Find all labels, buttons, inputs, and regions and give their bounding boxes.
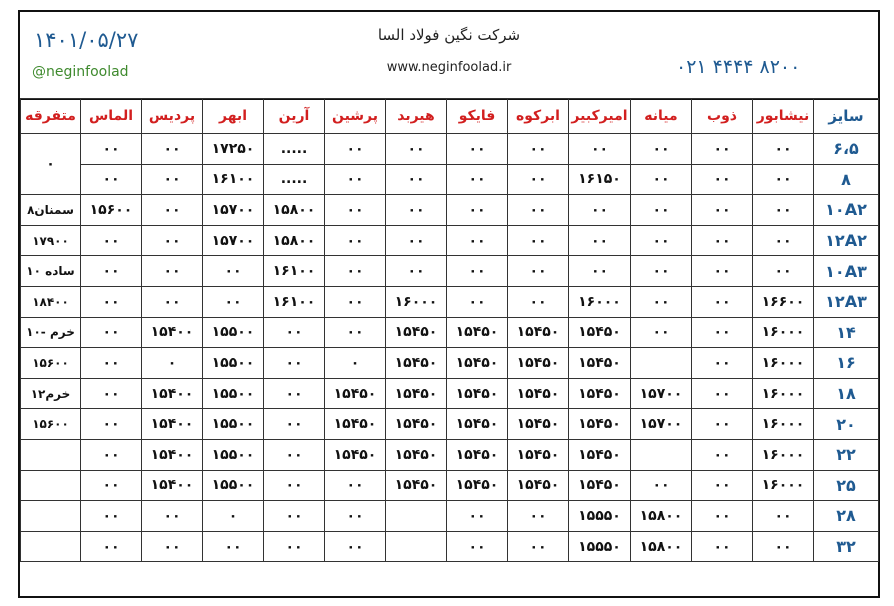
table-row <box>21 225 879 256</box>
price-cell: ۰۰ <box>508 225 569 256</box>
misc-cell <box>21 470 81 501</box>
price-cell: ۱۵۴۰۰ <box>142 470 203 501</box>
price-cell: ۰۰ <box>569 256 631 287</box>
price-cell: ۰۰ <box>692 501 753 532</box>
price-cell: ۰۰ <box>753 225 814 256</box>
price-cell: ۰ <box>142 348 203 379</box>
price-cell: ۰۰ <box>753 501 814 532</box>
price-cell: ۱۵۴۵۰ <box>447 439 508 470</box>
size-cell: ۲۸ <box>814 501 879 532</box>
price-cell: ۰۰ <box>81 164 142 195</box>
price-cell: ۰۰ <box>631 317 692 348</box>
price-cell <box>386 501 447 532</box>
price-cell: ۱۵۴۰۰ <box>142 409 203 440</box>
price-cell: ۰۰ <box>325 256 386 287</box>
price-cell: ۱۵۵۰۰ <box>203 317 264 348</box>
price-cell: ۰۰ <box>631 256 692 287</box>
price-cell: ۱۵۷۰۰ <box>631 378 692 409</box>
price-cell: ۱۵۴۵۰ <box>508 439 569 470</box>
price-cell: ۰۰ <box>81 409 142 440</box>
price-cell: ۱۵۴۵۰ <box>386 317 447 348</box>
price-cell: ۰۰ <box>264 531 325 562</box>
price-cell: ۱۵۴۰۰ <box>142 317 203 348</box>
price-cell: ۰۰ <box>81 470 142 501</box>
misc-cell <box>21 531 81 562</box>
price-cell: ۱۵۴۵۰ <box>386 439 447 470</box>
price-cell: ۱۶۰۰۰ <box>753 317 814 348</box>
size-cell: ۸ <box>814 164 879 195</box>
instagram-handle: @neginfoolad <box>32 64 129 80</box>
price-cell: ..... <box>264 134 325 165</box>
size-cell: ۲۰ <box>814 409 879 440</box>
price-cell: ۱۵۴۵۰ <box>508 470 569 501</box>
price-cell: ۰۰ <box>692 195 753 226</box>
table-row <box>21 317 879 348</box>
price-cell: ۰۰ <box>203 531 264 562</box>
column-header: آرین <box>264 99 325 134</box>
price-cell: ۰۰ <box>631 286 692 317</box>
price-cell: ۰۰ <box>447 195 508 226</box>
column-header: پردیس <box>142 99 203 134</box>
price-cell: ۱۵۷۰۰ <box>203 225 264 256</box>
price-cell: ۱۵۸۰۰ <box>264 195 325 226</box>
price-cell: ۰۰ <box>264 317 325 348</box>
price-cell: ۰۰ <box>142 195 203 226</box>
size-cell: ۳۲ <box>814 531 879 562</box>
price-cell: ۰۰ <box>631 195 692 226</box>
price-cell <box>631 348 692 379</box>
table-row <box>21 409 879 440</box>
table-row <box>21 439 879 470</box>
price-cell: ۰۰ <box>203 256 264 287</box>
price-cell: ۰۰ <box>692 470 753 501</box>
price-cell: ۰۰ <box>447 164 508 195</box>
price-cell: ۰۰ <box>142 501 203 532</box>
price-cell: ۰۰ <box>386 225 447 256</box>
price-cell: ۰۰ <box>325 501 386 532</box>
price-cell: ۰۰ <box>264 348 325 379</box>
size-cell: ۱۲A۲ <box>814 225 879 256</box>
price-cell: ۰۰ <box>508 531 569 562</box>
price-cell: ۰۰ <box>692 348 753 379</box>
price-cell: ۰۰ <box>264 378 325 409</box>
price-cell: ۰۰ <box>569 134 631 165</box>
price-cell: ۱۵۴۵۰ <box>386 470 447 501</box>
price-cell: ۱۵۴۵۰ <box>386 409 447 440</box>
price-cell: ۰۰ <box>447 134 508 165</box>
table-row <box>21 195 879 226</box>
price-cell: ۱۵۴۵۰ <box>386 348 447 379</box>
price-cell: ۱۵۵۰۰ <box>203 378 264 409</box>
price-cell: ۰۰ <box>81 256 142 287</box>
price-cell: ۱۵۴۵۰ <box>569 348 631 379</box>
column-header: ذوب <box>692 99 753 134</box>
price-date: ۱۴۰۱/۰۵/۲۷ <box>34 28 139 52</box>
price-cell: ۰ <box>203 501 264 532</box>
price-cell: ۱۶۰۰۰ <box>753 470 814 501</box>
table-row <box>21 501 879 532</box>
price-cell: ۰۰ <box>508 501 569 532</box>
price-cell: ۱۷۲۵۰ <box>203 134 264 165</box>
price-cell: ۰۰ <box>142 256 203 287</box>
misc-cell: ۱۰ ساده <box>21 256 81 287</box>
price-cell: ۱۵۸۰۰ <box>631 531 692 562</box>
price-cell: ۰۰ <box>386 195 447 226</box>
price-cell: ۰۰ <box>692 286 753 317</box>
price-cell: ۱۵۴۵۰ <box>325 409 386 440</box>
price-cell: ۰۰ <box>81 286 142 317</box>
website-url: www.neginfoolad.ir <box>386 60 512 75</box>
price-cell: ۰۰ <box>692 317 753 348</box>
column-header: الماس <box>81 99 142 134</box>
price-cell: ۱۵۴۵۰ <box>508 409 569 440</box>
price-cell: ۱۵۴۵۰ <box>569 470 631 501</box>
size-cell: ۶،۵ <box>814 134 879 165</box>
price-cell: ۱۵۴۵۰ <box>508 317 569 348</box>
price-cell: ۰۰ <box>508 195 569 226</box>
price-cell: ..... <box>264 164 325 195</box>
column-header: متفرقه <box>21 99 81 134</box>
price-cell: ۰۰ <box>631 134 692 165</box>
price-cell: ۱۶۱۰۰ <box>203 164 264 195</box>
price-cell: ۰۰ <box>264 501 325 532</box>
price-cell: ۰۰ <box>753 134 814 165</box>
price-cell: ۱۵۴۵۰ <box>386 378 447 409</box>
price-cell: ۱۵۷۰۰ <box>203 195 264 226</box>
price-cell: ۱۵۵۰۰ <box>203 348 264 379</box>
misc-cell: ۰ <box>21 134 81 195</box>
price-cell: ۰۰ <box>447 501 508 532</box>
column-header: ابرکوه <box>508 99 569 134</box>
column-header: امیرکبیر <box>569 99 631 134</box>
price-cell: ۰۰ <box>631 164 692 195</box>
price-cell: ۰۰ <box>386 134 447 165</box>
price-cell: ۰۰ <box>81 531 142 562</box>
price-cell: ۰۰ <box>386 256 447 287</box>
table-row <box>21 256 879 287</box>
size-cell: ۱۲A۳ <box>814 286 879 317</box>
table-row <box>21 470 879 501</box>
column-header: پرشین <box>325 99 386 134</box>
price-cell: ۱۵۴۵۰ <box>508 378 569 409</box>
price-cell: ۱۵۴۵۰ <box>508 348 569 379</box>
price-cell: ۱۶۱۰۰ <box>264 286 325 317</box>
price-cell: ۱۵۵۰۰ <box>203 470 264 501</box>
price-sheet <box>18 10 880 598</box>
price-cell: ۱۶۶۰۰ <box>753 286 814 317</box>
price-cell: ۰۰ <box>81 439 142 470</box>
price-cell: ۰۰ <box>692 439 753 470</box>
price-cell: ۱۵۴۵۰ <box>447 348 508 379</box>
price-cell: ۱۵۴۵۰ <box>325 439 386 470</box>
price-cell: ۰۰ <box>692 256 753 287</box>
price-cell: ۰۰ <box>325 531 386 562</box>
misc-cell: ۸سمنان <box>21 195 81 226</box>
price-cell: ۱۵۴۵۰ <box>447 317 508 348</box>
price-cell: ۰۰ <box>692 225 753 256</box>
column-header: نیشابور <box>753 99 814 134</box>
sheet-header <box>20 12 878 100</box>
price-cell: ۰۰ <box>753 195 814 226</box>
price-cell: ۱۵۴۵۰ <box>325 378 386 409</box>
price-cell <box>386 531 447 562</box>
price-cell: ۰۰ <box>325 225 386 256</box>
price-cell: ۰۰ <box>142 286 203 317</box>
price-cell: ۰۰ <box>447 256 508 287</box>
price-cell: ۱۵۴۰۰ <box>142 439 203 470</box>
size-cell: ۱۶ <box>814 348 879 379</box>
column-header: سایز <box>814 99 879 134</box>
price-cell: ۰۰ <box>81 501 142 532</box>
price-cell: ۱۶۰۰۰ <box>386 286 447 317</box>
column-header: فایکو <box>447 99 508 134</box>
price-cell: ۱۶۰۰۰ <box>753 348 814 379</box>
size-cell: ۱۸ <box>814 378 879 409</box>
company-name: شرکت نگین فولاد السا <box>377 26 521 44</box>
price-cell: ۱۵۵۵۰ <box>569 501 631 532</box>
price-cell: ۱۵۴۰۰ <box>142 378 203 409</box>
price-cell: ۰۰ <box>569 195 631 226</box>
price-cell: ۰۰ <box>753 531 814 562</box>
price-cell: ۱۵۴۵۰ <box>447 470 508 501</box>
price-cell: ۱۵۸۰۰ <box>264 225 325 256</box>
misc-cell <box>21 439 81 470</box>
price-cell <box>631 439 692 470</box>
price-cell: ۰ <box>325 348 386 379</box>
price-cell: ۱۵۴۵۰ <box>569 317 631 348</box>
size-cell: ۱۰A۲ <box>814 195 879 226</box>
price-cell: ۱۶۱۵۰ <box>569 164 631 195</box>
price-cell: ۰۰ <box>264 470 325 501</box>
price-cell: ۰۰ <box>447 286 508 317</box>
price-cell: ۱۵۴۵۰ <box>447 378 508 409</box>
price-cell: ۰۰ <box>692 531 753 562</box>
price-cell: ۱۵۶۰۰ <box>81 195 142 226</box>
price-cell: ۰۰ <box>142 164 203 195</box>
price-cell: ۰۰ <box>81 378 142 409</box>
column-header: ابهر <box>203 99 264 134</box>
price-cell: ۰۰ <box>447 531 508 562</box>
price-cell: ۱۵۴۵۰ <box>447 409 508 440</box>
table-row <box>21 134 879 165</box>
header-row <box>21 99 879 134</box>
price-cell: ۰۰ <box>203 286 264 317</box>
price-cell: ۰۰ <box>508 286 569 317</box>
price-cell: ۱۶۰۰۰ <box>753 378 814 409</box>
price-cell: ۰۰ <box>325 195 386 226</box>
price-cell: ۱۵۴۵۰ <box>569 409 631 440</box>
price-cell: ۱۵۴۵۰ <box>569 378 631 409</box>
price-cell: ۰۰ <box>631 225 692 256</box>
price-cell: ۰۰ <box>631 470 692 501</box>
column-header: هیربد <box>386 99 447 134</box>
price-cell: ۰۰ <box>692 164 753 195</box>
price-cell: ۱۵۸۰۰ <box>631 501 692 532</box>
price-cell: ۰۰ <box>508 134 569 165</box>
misc-cell: ۱۵۶۰۰ <box>21 348 81 379</box>
price-cell: ۱۵۷۰۰ <box>631 409 692 440</box>
price-cell: ۰۰ <box>81 348 142 379</box>
price-cell: ۰۰ <box>142 531 203 562</box>
misc-cell: ۱۸۴۰۰ <box>21 286 81 317</box>
price-cell: ۰۰ <box>692 409 753 440</box>
size-cell: ۱۰A۳ <box>814 256 879 287</box>
price-cell: ۰۰ <box>81 134 142 165</box>
misc-cell: ۱۰- خرم <box>21 317 81 348</box>
price-cell: ۱۵۵۵۰ <box>569 531 631 562</box>
price-cell: ۰۰ <box>142 225 203 256</box>
price-cell: ۰۰ <box>692 134 753 165</box>
price-cell: ۱۵۵۰۰ <box>203 439 264 470</box>
misc-cell: ۱۷۹۰۰ <box>21 225 81 256</box>
price-cell: ۰۰ <box>142 134 203 165</box>
price-cell: ۱۶۰۰۰ <box>753 439 814 470</box>
misc-cell: ۱۵۶۰۰ <box>21 409 81 440</box>
price-cell: ۰۰ <box>264 409 325 440</box>
price-cell: ۰۰ <box>325 317 386 348</box>
price-cell: ۰۰ <box>569 225 631 256</box>
price-cell: ۰۰ <box>386 164 447 195</box>
price-cell: ۰۰ <box>325 164 386 195</box>
phone-number: ۰۲۱ ۴۴۴۴ ۸۲۰۰ <box>676 56 801 78</box>
table-row <box>21 378 879 409</box>
price-cell: ۰۰ <box>692 378 753 409</box>
price-cell: ۰۰ <box>325 470 386 501</box>
price-cell: ۰۰ <box>753 164 814 195</box>
price-cell: ۰۰ <box>264 439 325 470</box>
table-row <box>21 348 879 379</box>
table-row <box>21 286 879 317</box>
misc-cell: ۱۲خرم <box>21 378 81 409</box>
column-header: میانه <box>631 99 692 134</box>
price-cell: ۰۰ <box>447 225 508 256</box>
price-table <box>20 98 879 562</box>
price-cell: ۰۰ <box>81 225 142 256</box>
price-cell: ۰۰ <box>325 286 386 317</box>
table-row <box>21 164 879 195</box>
price-cell: ۰۰ <box>753 256 814 287</box>
size-cell: ۱۴ <box>814 317 879 348</box>
price-cell: ۰۰ <box>81 317 142 348</box>
table-row <box>21 531 879 562</box>
price-cell: ۱۶۰۰۰ <box>753 409 814 440</box>
price-cell: ۰۰ <box>508 256 569 287</box>
price-cell: ۰۰ <box>325 134 386 165</box>
price-cell: ۰۰ <box>508 164 569 195</box>
price-cell: ۱۶۱۰۰ <box>264 256 325 287</box>
misc-cell <box>21 501 81 532</box>
price-cell: ۱۵۴۵۰ <box>569 439 631 470</box>
price-cell: ۱۵۵۰۰ <box>203 409 264 440</box>
price-cell: ۱۶۰۰۰ <box>569 286 631 317</box>
size-cell: ۲۲ <box>814 439 879 470</box>
size-cell: ۲۵ <box>814 470 879 501</box>
